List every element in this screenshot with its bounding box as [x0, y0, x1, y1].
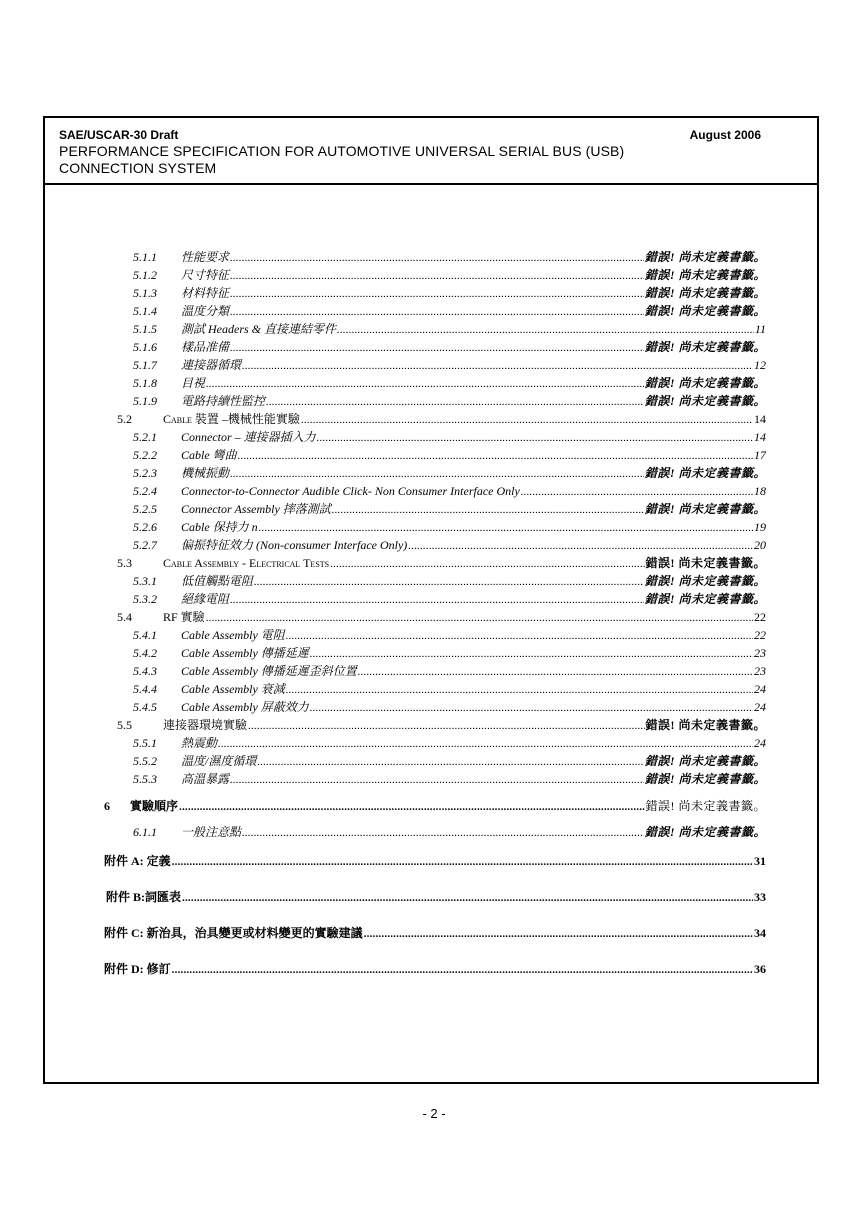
- toc-number: 5.4.4: [133, 682, 157, 696]
- toc-leader: [317, 430, 753, 444]
- toc-title: 一般注意點: [181, 825, 242, 839]
- toc-title: 熱震動: [181, 736, 218, 750]
- page-number: - 2 -: [422, 1106, 446, 1121]
- toc-page: 17: [754, 448, 766, 462]
- toc-leader: [182, 890, 753, 904]
- toc-number: 5.3: [117, 556, 132, 570]
- toc-title: Cable Assembly 傳播延遲歪斜位置: [181, 664, 357, 678]
- toc-leader: [242, 358, 753, 372]
- toc-entry[interactable]: [133, 304, 766, 318]
- toc-page: 錯誤! 尚未定義書籤。: [644, 250, 766, 264]
- toc-number: 5.2.7: [133, 538, 157, 552]
- toc-page: 錯誤! 尚未定義書籤。: [644, 286, 766, 300]
- toc-number: 5.2.4: [133, 484, 157, 498]
- doc-date: August 2006: [689, 128, 761, 142]
- toc-page: 錯誤! 尚未定義書籤。: [644, 592, 766, 606]
- toc-number: 5.4.1: [133, 628, 157, 642]
- toc-title: Cable Assembly 傳播延遲: [181, 646, 309, 660]
- toc-entry[interactable]: [133, 358, 766, 372]
- toc-leader: [310, 700, 753, 714]
- toc-number: 5.1.7: [133, 358, 157, 372]
- toc-leader: [230, 340, 644, 354]
- toc-title: Cable Assembly 衰減: [181, 682, 285, 696]
- toc-page: 錯誤! 尚未定義書籤。: [644, 340, 766, 354]
- toc-number: 5.5.3: [133, 772, 157, 786]
- toc-page: 錯誤! 尚未定義書籤。: [644, 304, 766, 318]
- toc-page: 20: [754, 538, 766, 552]
- running-header: [59, 128, 761, 177]
- toc-page: 11: [754, 322, 766, 336]
- toc-entry[interactable]: [106, 890, 766, 904]
- toc-page: 錯誤! 尚未定義書籤。: [644, 754, 766, 768]
- toc-number: 5.3.1: [133, 574, 157, 588]
- toc-page: 24: [754, 700, 766, 714]
- toc-number: 5.2.3: [133, 466, 157, 480]
- toc-title: Connector Assembly 摔落測試: [181, 502, 331, 516]
- toc-entry[interactable]: [133, 520, 766, 534]
- doc-id: SAE/USCAR-30 Draft: [59, 128, 179, 142]
- toc-page: 錯誤! 尚未定義書籤。: [644, 502, 766, 516]
- toc-title: 附件 C: 新治具，治具變更或材料變更的實驗建議: [104, 926, 363, 940]
- toc-number: 5.5: [117, 718, 132, 732]
- toc-number: 5.5.1: [133, 736, 157, 750]
- toc-number: 5.4.5: [133, 700, 157, 714]
- toc-entry[interactable]: [104, 926, 766, 940]
- toc-entry[interactable]: [133, 700, 766, 714]
- toc-title: 低值觸點電阻: [181, 574, 254, 588]
- toc-page: 23: [754, 664, 766, 678]
- toc-number: 5.4.3: [133, 664, 157, 678]
- toc-entry[interactable]: [133, 268, 766, 282]
- toc-entry[interactable]: [133, 772, 766, 786]
- toc-leader: [310, 646, 753, 660]
- toc-title: Cable Assembly - Electrical Tests: [163, 556, 330, 570]
- toc-entry[interactable]: [133, 646, 766, 660]
- toc-page: 34: [754, 926, 766, 940]
- toc-number: 5.1.3: [133, 286, 157, 300]
- toc-title: 附件 A: 定義: [104, 854, 171, 868]
- doc-title-line1: PERFORMANCE SPECIFICATION FOR AUTOMOTIVE UNIVERSAL SERIAL BUS (USB): [59, 143, 625, 159]
- toc-number: 5.4.2: [133, 646, 157, 660]
- toc-title: 附件 D: 修訂: [104, 962, 171, 976]
- header-top-row: [59, 128, 761, 142]
- toc-leader: [230, 250, 644, 264]
- toc-title: 高溫暴露: [181, 772, 230, 786]
- toc-page: 33: [754, 890, 766, 904]
- toc-entry[interactable]: [133, 394, 766, 408]
- toc-entry[interactable]: [117, 718, 766, 732]
- toc-title: 附件 B:詞匯表: [106, 890, 182, 904]
- toc-number: 5.2.1: [133, 430, 157, 444]
- toc-leader: [257, 754, 643, 768]
- toc-entry[interactable]: [133, 466, 766, 480]
- toc-leader: [286, 682, 753, 696]
- toc-entry[interactable]: [133, 736, 766, 750]
- toc-number: 5.1.4: [133, 304, 157, 318]
- toc-title: 連接器循環: [181, 358, 242, 372]
- toc-leader: [286, 628, 753, 642]
- toc-entry[interactable]: [133, 250, 766, 264]
- toc-number: 5.2: [117, 412, 132, 426]
- toc-title: 尺寸特征: [181, 268, 230, 282]
- toc-leader: [230, 772, 644, 786]
- toc-page: 22: [754, 628, 766, 642]
- toc-title: 溫度/濕度循環: [181, 754, 257, 768]
- toc-number: 5.2.5: [133, 502, 157, 516]
- toc-number: 5.1.1: [133, 250, 157, 264]
- toc-leader: [230, 466, 644, 480]
- toc-page: 18: [754, 484, 766, 498]
- toc-title: 絕緣電阻: [181, 592, 230, 606]
- toc-number: 5.3.2: [133, 592, 157, 606]
- toc-page: 24: [754, 736, 766, 750]
- toc-title: 溫度分類: [181, 304, 230, 318]
- toc-entry[interactable]: [133, 430, 766, 444]
- toc-entry[interactable]: [133, 754, 766, 768]
- toc-entry[interactable]: [133, 376, 766, 390]
- toc-number: 5.1.9: [133, 394, 157, 408]
- toc-title: Connector – 連接器插入力: [181, 430, 316, 444]
- toc-leader: [358, 664, 753, 678]
- toc-leader: [521, 484, 753, 498]
- toc-entry[interactable]: [133, 448, 766, 462]
- toc-leader: [179, 799, 644, 813]
- toc-page: 錯誤! 尚未定義書籤。: [644, 574, 766, 588]
- toc-page: 14: [754, 430, 766, 444]
- toc-title: 樣品准備: [181, 340, 230, 354]
- toc-entry[interactable]: [133, 825, 766, 839]
- toc-page: 36: [754, 962, 766, 976]
- toc-entry[interactable]: [133, 664, 766, 678]
- toc-page: 19: [754, 520, 766, 534]
- toc-page: 錯誤! 尚未定義書籤。: [644, 772, 766, 786]
- toc-leader: [332, 502, 644, 516]
- toc-page: 31: [754, 854, 766, 868]
- toc-entry[interactable]: [133, 502, 766, 516]
- toc-leader: [238, 448, 753, 462]
- toc-entry[interactable]: [104, 962, 766, 976]
- toc-leader: [230, 286, 644, 300]
- toc-entry[interactable]: [133, 538, 766, 552]
- toc-number: 5.2.6: [133, 520, 157, 534]
- toc-title: RF 實驗: [163, 610, 205, 624]
- toc-leader: [259, 520, 753, 534]
- toc-number: 6: [104, 799, 110, 813]
- toc-page: 錯誤! 尚未定義書籤。: [644, 825, 766, 839]
- toc-number: 5.2.2: [133, 448, 157, 462]
- toc-page: 錯誤! 尚未定義書籤。: [644, 394, 766, 408]
- toc-number: 5.1.2: [133, 268, 157, 282]
- toc-number: 6.1.1: [133, 825, 157, 839]
- toc-leader: [364, 926, 753, 940]
- toc-leader: [242, 825, 644, 839]
- header-rule: [43, 183, 819, 185]
- toc-leader: [218, 736, 753, 750]
- toc-leader: [230, 268, 644, 282]
- toc-title: 性能要求: [181, 250, 230, 264]
- toc-entry[interactable]: [133, 682, 766, 696]
- toc-page: 錯誤! 尚未定義書籤。: [644, 376, 766, 390]
- toc-leader: [408, 538, 753, 552]
- toc-entry[interactable]: [133, 628, 766, 642]
- toc-entry[interactable]: [117, 556, 766, 570]
- toc-title: 實驗順序: [130, 799, 179, 813]
- toc-page: 22: [754, 610, 766, 624]
- toc-title: Cable Assembly 電阻: [181, 628, 285, 642]
- toc-title: Cable 保持力 n: [181, 520, 258, 534]
- toc-title: Connector-to-Connector Audible Click- Non Consumer Interface Only: [181, 484, 520, 498]
- toc-page: 24: [754, 682, 766, 696]
- toc-entry[interactable]: [117, 412, 766, 426]
- toc-leader: [206, 610, 753, 624]
- toc-page: 錯誤! 尚未定義書籤。: [645, 799, 766, 813]
- toc-leader: [172, 854, 753, 868]
- toc-title: 連接器環境實驗: [163, 718, 248, 732]
- toc-leader: [301, 412, 753, 426]
- toc-entry[interactable]: [133, 574, 766, 588]
- toc-number: 5.4: [117, 610, 132, 624]
- toc-leader: [337, 322, 754, 336]
- toc-entry[interactable]: [133, 340, 766, 354]
- toc-number: 5.1.6: [133, 340, 157, 354]
- toc-title: Cable 彎曲: [181, 448, 237, 462]
- toc-title: Cable Assembly 屏蔽效力: [181, 700, 309, 714]
- toc-page: 錯誤! 尚未定義書籤。: [645, 718, 766, 732]
- toc-number: 5.1.8: [133, 376, 157, 390]
- toc-entry[interactable]: [133, 592, 766, 606]
- toc-page: 14: [754, 412, 766, 426]
- toc-leader: [254, 574, 644, 588]
- toc-leader: [266, 394, 644, 408]
- toc-title: 材料特征: [181, 286, 230, 300]
- toc-entry[interactable]: [133, 286, 766, 300]
- toc-leader: [206, 376, 644, 390]
- toc-page: 錯誤! 尚未定義書籤。: [644, 268, 766, 282]
- toc-title: 測試 Headers & 直接連結零件: [181, 322, 336, 336]
- toc-number: 5.5.2: [133, 754, 157, 768]
- toc-leader: [330, 556, 644, 570]
- toc-entry[interactable]: [133, 322, 766, 336]
- toc-entry[interactable]: [117, 610, 766, 624]
- toc-leader: [230, 592, 644, 606]
- toc-leader: [230, 304, 644, 318]
- toc-page: 12: [754, 358, 766, 372]
- toc-title: 目視: [181, 376, 206, 390]
- toc-leader: [172, 962, 753, 976]
- toc-entry[interactable]: [104, 799, 766, 813]
- toc-page: 錯誤! 尚未定義書籤。: [645, 556, 766, 570]
- toc-page: 23: [754, 646, 766, 660]
- toc-page: 錯誤! 尚未定義書籤。: [644, 466, 766, 480]
- toc-entry[interactable]: [133, 484, 766, 498]
- toc-title: 電路持續性監控: [181, 394, 266, 408]
- toc-number: 5.1.5: [133, 322, 157, 336]
- toc-title: 偏振特征效力 (Non-consumer Interface Only): [181, 538, 408, 552]
- toc-leader: [248, 718, 644, 732]
- toc-title: Cable 裝置 –機械性能實驗: [163, 412, 300, 426]
- toc-title: 機械振動: [181, 466, 230, 480]
- doc-title-line2: CONNECTION SYSTEM: [59, 160, 217, 176]
- toc-entry[interactable]: [104, 854, 766, 868]
